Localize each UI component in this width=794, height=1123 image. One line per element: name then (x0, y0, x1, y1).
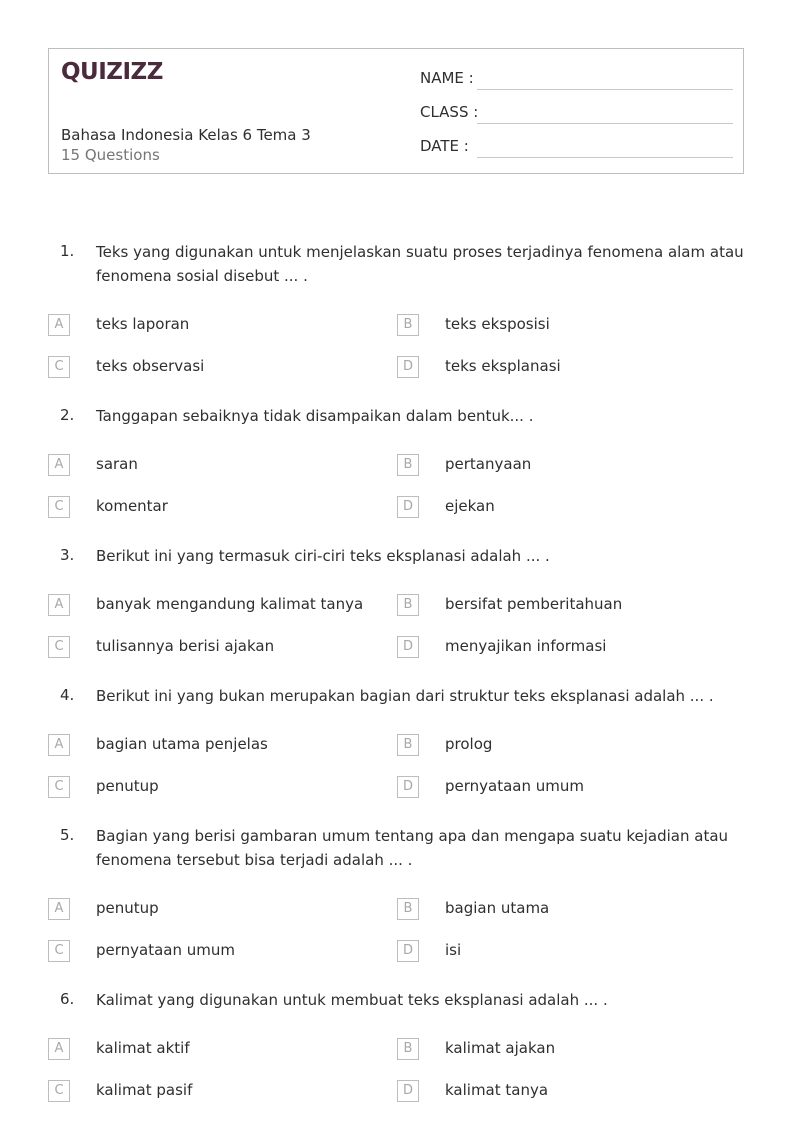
option-letter-box: A (48, 454, 70, 476)
option-letter-box: A (48, 314, 70, 336)
date-line (477, 157, 733, 158)
question-number: 4. (60, 686, 75, 704)
question-number: 2. (60, 406, 75, 424)
name-line (477, 89, 733, 90)
option-text: saran (96, 455, 138, 473)
option-letter-box: B (397, 314, 419, 336)
option-text: teks laporan (96, 315, 190, 333)
option-text: bersifat pemberitahuan (445, 595, 623, 613)
option-letter-box: B (397, 594, 419, 616)
option-letter-box: D (397, 1080, 419, 1102)
option-letter-box: B (397, 898, 419, 920)
option-text: isi (445, 941, 462, 959)
question-text: Bagian yang berisi gambaran umum tentang apa dan mengapa suatu kejadian atau fenomena tersebut bisa terjadi adalah ... . (96, 827, 729, 869)
question-text: Berikut ini yang bukan merupakan bagian dari struktur teks eksplanasi adalah ... . (96, 687, 714, 705)
option-text: ejekan (445, 497, 495, 515)
question-text: Berikut ini yang termasuk ciri-ciri teks eksplanasi adalah ... . (96, 547, 550, 565)
option-letter-box: D (397, 776, 419, 798)
class-label: CLASS : (420, 103, 479, 121)
option-letter-box: B (397, 454, 419, 476)
option-text: teks eksposisi (445, 315, 550, 333)
option-text: kalimat tanya (445, 1081, 549, 1099)
question-text: Tanggapan sebaiknya tidak disampaikan dalam bentuk... . (96, 407, 534, 425)
option-text: pernyataan umum (96, 941, 236, 959)
option-text: pernyataan umum (445, 777, 585, 795)
quizizz-logo: QUIZIZZ (61, 59, 163, 85)
option-text: bagian utama (445, 899, 550, 917)
option-text: penutup (96, 777, 159, 795)
name-label: NAME : (420, 69, 474, 87)
option-text: teks observasi (96, 357, 205, 375)
option-letter-box: C (48, 940, 70, 962)
option-letter-box: A (48, 1038, 70, 1060)
option-text: kalimat ajakan (445, 1039, 556, 1057)
option-letter-box: C (48, 356, 70, 378)
option-text: tulisannya berisi ajakan (96, 637, 275, 655)
option-letter-box: A (48, 898, 70, 920)
option-letter-box: C (48, 1080, 70, 1102)
worksheet-header (48, 48, 744, 174)
option-letter-box: B (397, 734, 419, 756)
option-letter-box: D (397, 496, 419, 518)
question-text: Kalimat yang digunakan untuk membuat teks eksplanasi adalah ... . (96, 991, 608, 1009)
option-text: menyajikan informasi (445, 637, 607, 655)
option-letter-box: D (397, 636, 419, 658)
question-number: 5. (60, 826, 75, 844)
question-number: 3. (60, 546, 75, 564)
option-text: banyak mengandung kalimat tanya (96, 595, 364, 613)
option-text: pertanyaan (445, 455, 532, 473)
option-letter-box: A (48, 594, 70, 616)
option-text: teks eksplanasi (445, 357, 561, 375)
option-text: kalimat pasif (96, 1081, 193, 1099)
option-text: penutup (96, 899, 159, 917)
question-number: 1. (60, 242, 75, 260)
option-letter-box: D (397, 940, 419, 962)
option-text: prolog (445, 735, 493, 753)
option-letter-box: C (48, 496, 70, 518)
class-line (477, 123, 733, 124)
question-number: 6. (60, 990, 75, 1008)
option-letter-box: A (48, 734, 70, 756)
option-text: bagian utama penjelas (96, 735, 268, 753)
date-label: DATE : (420, 137, 469, 155)
question-count: 15 Questions (61, 146, 160, 164)
option-letter-box: D (397, 356, 419, 378)
option-text: komentar (96, 497, 168, 515)
option-letter-box: C (48, 636, 70, 658)
option-text: kalimat aktif (96, 1039, 190, 1057)
worksheet-title: Bahasa Indonesia Kelas 6 Tema 3 (61, 126, 311, 144)
option-letter-box: B (397, 1038, 419, 1060)
question-text: Teks yang digunakan untuk menjelaskan suatu proses terjadinya fenomena alam atau fenomena sosial disebut ... . (96, 243, 744, 285)
option-letter-box: C (48, 776, 70, 798)
